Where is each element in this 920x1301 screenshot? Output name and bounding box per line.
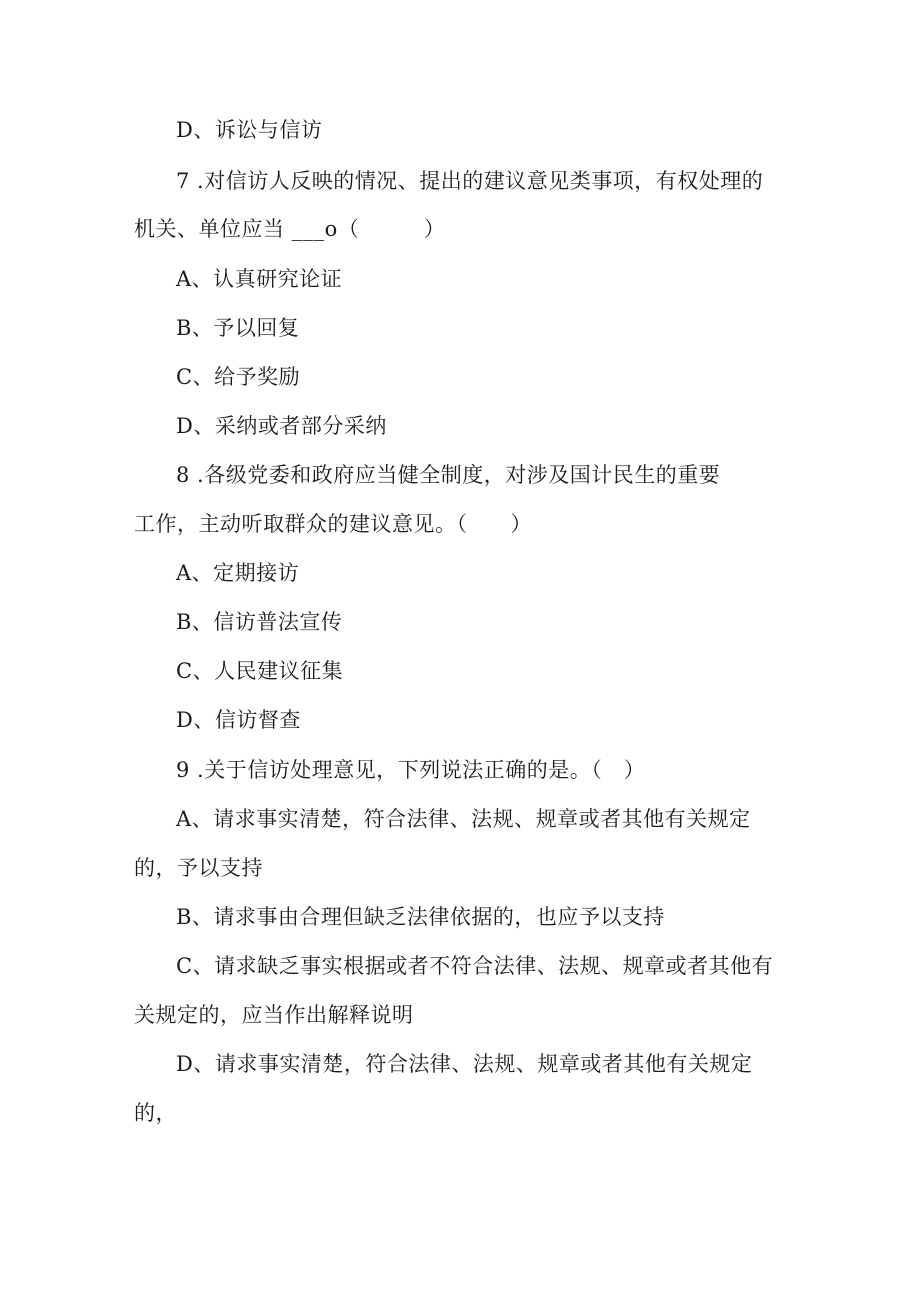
- q7-option-c: C、给予奖励: [176, 365, 301, 389]
- q8-question-line-2: 工作，主动听取群众的建议意见。（ ）: [134, 512, 532, 536]
- q7-question-line-2: 机关、单位应当 ___o（ ）: [134, 217, 446, 241]
- q9-option-a-line-2: 的，予以支持: [134, 856, 263, 880]
- q9-option-b: B、请求事由合理但缺乏法律依据的，也应予以支持: [176, 905, 665, 929]
- q8-option-b: B、信访普法宣传: [176, 610, 343, 634]
- q9-option-c-line-2: 关规定的，应当作出解释说明: [134, 1003, 414, 1027]
- q8-option-c: C、人民建议征集: [176, 659, 344, 683]
- q8-option-a: A、定期接访: [176, 561, 300, 585]
- q7-option-d: D、采纳或者部分采纳: [176, 414, 387, 438]
- q9-option-c-line-1: C、请求缺乏事实根据或者不符合法律、法规、规章或者其他有: [176, 954, 774, 978]
- q9-question: 9 .关于信访处理意见，下列说法正确的是。（ ）: [176, 758, 646, 782]
- q9-option-a-line-1: A、请求事实清楚，符合法律、法规、规章或者其他有关规定: [176, 807, 751, 831]
- q9-option-d-line-1: D、请求事实清楚，符合法律、法规、规章或者其他有关规定: [176, 1052, 753, 1076]
- q8-question-line-1: 8 .各级党委和政府应当健全制度，对涉及国计民生的重要: [176, 463, 721, 487]
- q6-option-d: D、诉讼与信访: [176, 118, 323, 142]
- q9-option-d-line-2: 的，: [134, 1101, 177, 1125]
- q7-option-a: A、认真研究论证: [176, 267, 343, 291]
- q8-option-d: D、信访督查: [176, 708, 301, 732]
- q7-question-line-1: 7 .对信访人反映的情况、提出的建议意见类事项，有权处理的: [176, 169, 764, 193]
- q7-option-b: B、予以回复: [176, 316, 300, 340]
